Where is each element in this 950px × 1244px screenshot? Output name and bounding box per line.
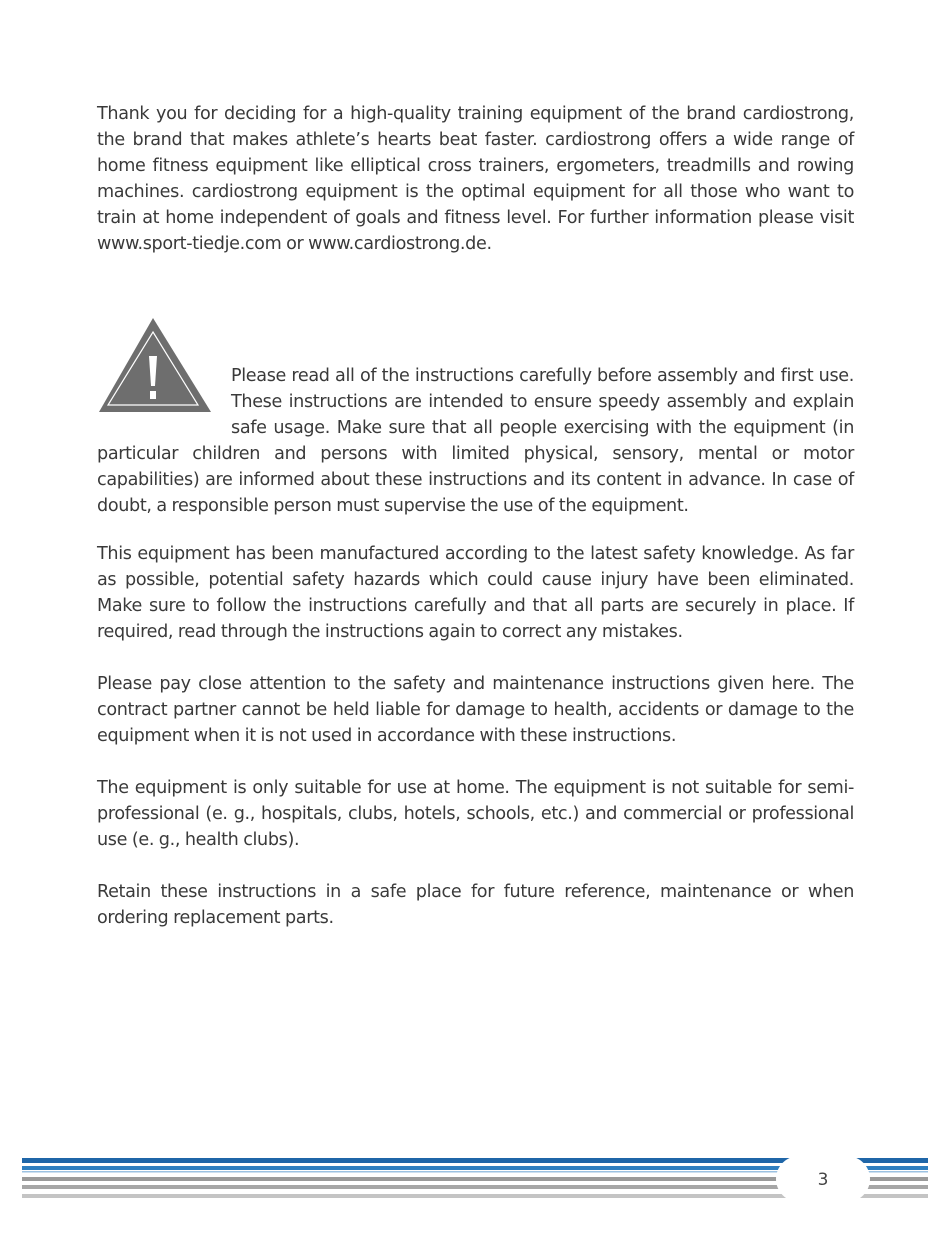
liability-paragraph: Please pay close attention to the safety and maintenance instructions given here. The contract partner cannot be held liable for damage to health, accidents or damage to the equipment when it is not used in accordance with these instructions. [97, 674, 854, 746]
retain-section [97, 879, 854, 931]
safety-paragraph: This equipment has been manufactured according to the latest safety knowledge. As far as possible, potential safety hazards which could cause injury have been eliminated. Make sure to follow the instructions carefully and that all parts are securely in place. If required, read through the instructions again to correct any mistakes. [97, 544, 854, 642]
home-use-paragraph: The equipment is only suitable for use at home. The equipment is not suitable for semi-professional (e. g., hospitals, clubs, hotels, schools, etc.) and commercial or professional use (e. g., health clubs). [97, 778, 854, 850]
home-use-section [97, 775, 854, 853]
retain-paragraph: Retain these instructions in a safe place for future reference, maintenance or when ordering replacement parts. [97, 882, 854, 928]
warning-paragraph: Please read all of the instructions carefully before assembly and first use. These instructions are intended to ensure speedy assembly and explain safe usage. Make sure that all people exercising with the equipment (in particular children and persons with limited physical, sensory, mental or motor capabilities) are informed about these instructions and its content in advance. In case of doubt, a responsible person must supervise the use of the equipment. [97, 366, 854, 516]
intro-paragraph: Thank you for deciding for a high-quality training equipment of the brand cardiostrong, the brand that makes athlete’s hearts beat faster. cardiostrong offers a wide range of home fitness equipment like elliptical cross trainers, ergometers, treadmills and rowing machines. cardiostrong equipment is the optimal equipment for all those who want to train at home independent of goals and fitness level. For further information please visit www.sport-tiedje.com or www.cardiostrong.de. [97, 104, 854, 254]
page-number: 3 [817, 1170, 829, 1190]
safety-section [97, 541, 854, 645]
warning-section [97, 316, 854, 519]
warning-triangle-icon [97, 316, 213, 416]
intro-section [97, 101, 854, 257]
liability-section [97, 671, 854, 749]
